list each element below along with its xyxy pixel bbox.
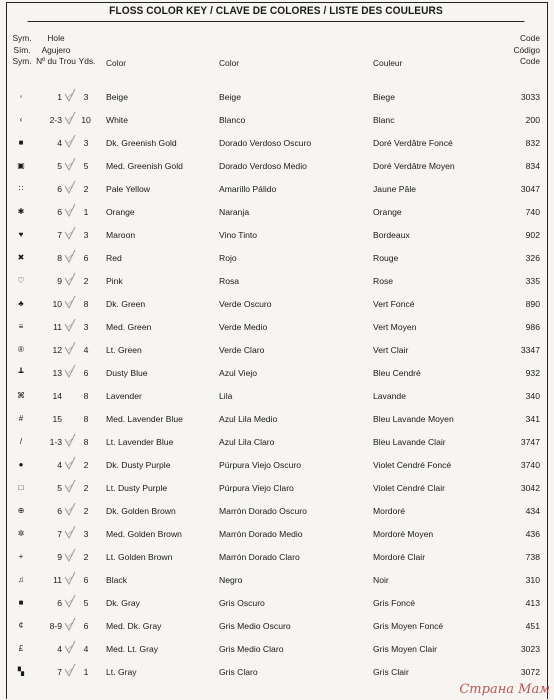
row-code: 932 [525, 368, 540, 378]
row-hole-number: 4 [57, 138, 62, 148]
table-row [0, 436, 554, 459]
row-yards: 2 [83, 552, 89, 562]
row-yards: 3 [83, 92, 89, 102]
row-symbol: # [18, 414, 24, 423]
row-color-es: Gris Oscuro [219, 598, 265, 608]
row-yards: 5 [83, 161, 89, 171]
row-hole-number: 5 [57, 483, 62, 493]
row-hole-number: 12 [52, 345, 62, 355]
row-color-en: Med. Green [106, 322, 152, 332]
row-color-fr: Bleu Cendré [373, 368, 421, 378]
pencil-check-icon [64, 295, 76, 311]
table-row [0, 344, 554, 367]
row-color-en: Dk. Green [106, 299, 146, 309]
table-row [0, 252, 554, 275]
row-hole-number: 9 [57, 552, 62, 562]
row-symbol: ‹ [19, 115, 23, 124]
row-color-fr: Blanc [373, 115, 395, 125]
row-color-en: Med. Lavender Blue [106, 414, 183, 424]
row-color-en: Lavender [106, 391, 142, 401]
row-color-fr: Gris Moyen Clair [373, 644, 437, 654]
row-color-fr: Rose [373, 276, 394, 286]
row-symbol: / [19, 437, 23, 446]
row-color-en: Lt. Dusty Purple [106, 483, 168, 493]
header-hole-line: Hole [47, 33, 65, 43]
pencil-check-icon [64, 318, 76, 334]
row-hole-number: 11 [53, 322, 62, 332]
row-yards: 8 [83, 299, 89, 309]
row-code: 3072 [520, 667, 540, 677]
row-yards: 8 [83, 391, 89, 401]
header-symbol-line: Sym. [12, 56, 32, 66]
row-yards: 2 [83, 276, 89, 286]
row-symbol: ✖ [17, 253, 25, 262]
row-yards: 3 [83, 230, 89, 240]
header-code [498, 33, 540, 68]
row-code: 451 [525, 621, 540, 631]
header-hole-line: Nº du Trou [36, 56, 76, 66]
row-hole-number: 9 [57, 276, 62, 286]
row-color-en: Black [106, 575, 128, 585]
row-yards: 2 [83, 184, 89, 194]
row-color-es: Blanco [219, 115, 246, 125]
row-color-en: Pink [106, 276, 123, 286]
row-color-en: Dk. Gray [106, 598, 140, 608]
row-color-es: Vino Tinto [219, 230, 258, 240]
row-code: 3023 [520, 644, 540, 654]
table-row [0, 597, 554, 620]
row-color-es: Marrón Dorado Claro [219, 552, 300, 562]
row-color-en: Red [106, 253, 122, 263]
row-color-fr: Rouge [373, 253, 399, 263]
row-hole-number: 15 [52, 414, 62, 424]
row-color-es: Gris Medio Claro [219, 644, 284, 654]
row-yards: 2 [83, 506, 89, 516]
pencil-check-icon [64, 571, 76, 587]
table-row [0, 160, 554, 183]
row-hole-number: 7 [57, 230, 62, 240]
row-color-en: Med. Golden Brown [106, 529, 182, 539]
pencil-check-icon [64, 548, 76, 564]
row-code: 3747 [520, 437, 540, 447]
row-color-en: Dk. Dusty Purple [106, 460, 171, 470]
header-hole [34, 33, 78, 68]
row-color-es: Beige [219, 92, 241, 102]
table-row [0, 275, 554, 298]
row-hole-number: 7 [57, 529, 62, 539]
row-hole-number: 10 [52, 299, 62, 309]
header-color-es: Color [219, 58, 240, 68]
row-hole-number: 6 [57, 207, 62, 217]
pencil-check-icon [64, 203, 76, 219]
pencil-check-icon [64, 249, 76, 265]
row-symbol: £ [18, 644, 24, 653]
table-row [0, 528, 554, 551]
row-color-fr: Mordoré Moyen [373, 529, 434, 539]
row-yards: 6 [83, 621, 89, 631]
row-symbol: ■ [18, 598, 24, 607]
row-color-en: Med. Greenish Gold [106, 161, 183, 171]
header-hole-line: Agujero [41, 44, 71, 55]
row-color-fr: Lavande [373, 391, 406, 401]
pencil-check-icon [64, 433, 76, 449]
row-symbol: + [18, 552, 24, 561]
row-yards: 3 [83, 529, 89, 539]
row-code: 3042 [520, 483, 540, 493]
pencil-check-icon [64, 525, 76, 541]
row-color-fr: Violet Cendré Foncé [373, 460, 452, 470]
row-hole-number: 8 [57, 253, 62, 263]
row-color-es: Dorado Verdoso Oscuro [219, 138, 312, 148]
row-yards: 1 [83, 667, 89, 677]
row-color-es: Negro [219, 575, 243, 585]
row-code: 834 [525, 161, 540, 171]
row-color-en: Lt. Green [106, 345, 142, 355]
pencil-check-icon [64, 410, 76, 426]
table-row [0, 574, 554, 597]
table-row [0, 482, 554, 505]
row-hole-number: 6 [57, 598, 62, 608]
row-code: 326 [525, 253, 540, 263]
row-color-en: Dk. Greenish Gold [106, 138, 177, 148]
watermark-logo: Страна Мам [459, 682, 550, 697]
row-color-fr: Doré Verdâtre Moyen [373, 161, 455, 171]
row-symbol: ∷ [18, 184, 24, 193]
row-hole-number: 1-3 [49, 437, 62, 447]
header-symbol-line: Sym. [12, 33, 32, 43]
table-row [0, 183, 554, 206]
row-color-en: Med. Dk. Gray [106, 621, 162, 631]
row-color-fr: Noir [373, 575, 389, 585]
table-row [0, 91, 554, 114]
row-symbol: ♥ [18, 230, 24, 239]
row-color-es: Verde Claro [219, 345, 265, 355]
row-hole-number: 4 [57, 644, 62, 654]
pencil-check-icon [64, 157, 76, 173]
row-color-fr: Mordoré Clair [373, 552, 426, 562]
row-color-en: Lt. Gray [106, 667, 137, 677]
pencil-check-icon [64, 640, 76, 656]
row-color-fr: Vert Moyen [373, 322, 417, 332]
row-color-fr: Biege [373, 92, 395, 102]
row-code: 3033 [520, 92, 540, 102]
row-color-en: Orange [106, 207, 135, 217]
table-row [0, 114, 554, 137]
row-color-fr: Vert Clair [373, 345, 409, 355]
row-hole-number: 11 [53, 575, 62, 585]
row-hole-number: 5 [57, 161, 62, 171]
row-hole-number: 13 [52, 368, 62, 378]
row-yards: 3 [83, 322, 89, 332]
row-symbol: □ [18, 483, 24, 492]
row-code: 3047 [520, 184, 540, 194]
row-symbol: ┻ [18, 368, 24, 377]
row-yards: 1 [83, 207, 89, 217]
table-row [0, 459, 554, 482]
row-color-es: Púrpura Viejo Oscuro [219, 460, 302, 470]
row-color-es: Lila [219, 391, 233, 401]
table-row [0, 298, 554, 321]
table-row [0, 206, 554, 229]
row-yards: 5 [83, 598, 89, 608]
row-color-es: Gris Claro [219, 667, 258, 677]
header-symbol-line: Sím. [13, 44, 31, 55]
row-symbol: ● [18, 460, 24, 469]
row-color-es: Azul Lila Medio [219, 414, 278, 424]
row-code: 832 [525, 138, 540, 148]
row-color-es: Dorado Verdoso Medio [219, 161, 307, 171]
pencil-check-icon [64, 594, 76, 610]
row-code: 335 [525, 276, 540, 286]
table-row [0, 643, 554, 666]
table-row [0, 413, 554, 436]
table-row [0, 551, 554, 574]
row-symbol: ✲ [17, 529, 25, 538]
header-color-fr: Couleur [373, 58, 403, 68]
row-symbol: ▣ [17, 161, 25, 170]
table-row [0, 505, 554, 528]
row-yards: 2 [83, 460, 89, 470]
row-code: 3740 [520, 460, 540, 470]
row-color-en: Dusty Blue [106, 368, 148, 378]
pencil-check-icon [64, 180, 76, 196]
row-color-en: Med. Lt. Gray [106, 644, 159, 654]
table-row [0, 620, 554, 643]
row-code: 413 [525, 598, 540, 608]
row-symbol: ≡ [18, 322, 24, 331]
row-color-en: Pale Yellow [106, 184, 150, 194]
row-yards: 4 [83, 345, 89, 355]
row-color-fr: Bleu Lavande Moyen [373, 414, 454, 424]
row-color-es: Verde Medio [219, 322, 268, 332]
row-code: 341 [525, 414, 540, 424]
row-yards: 10 [81, 115, 91, 125]
row-yards: 2 [83, 483, 89, 493]
row-hole-number: 4 [57, 460, 62, 470]
row-yards: 3 [83, 138, 89, 148]
row-color-es: Azul Viejo [219, 368, 258, 378]
table-row [0, 137, 554, 160]
row-symbol: ® [18, 345, 24, 354]
pencil-check-icon [64, 364, 76, 380]
row-color-fr: Gris Clair [373, 667, 409, 677]
pencil-check-icon [64, 502, 76, 518]
row-hole-number: 6 [57, 506, 62, 516]
pencil-check-icon [64, 617, 76, 633]
row-color-fr: Bordeaux [373, 230, 410, 240]
pencil-check-icon [64, 226, 76, 242]
row-code: 340 [525, 391, 540, 401]
row-color-en: Lt. Lavender Blue [106, 437, 174, 447]
row-symbol: ♡ [17, 276, 25, 285]
row-symbol: ⊕ [17, 506, 25, 515]
row-color-fr: Bleu Lavande Clair [373, 437, 446, 447]
row-color-en: Dk. Golden Brown [106, 506, 176, 516]
row-code: 890 [525, 299, 540, 309]
row-code: 436 [525, 529, 540, 539]
pencil-check-icon [64, 88, 76, 104]
table-row [0, 367, 554, 390]
pencil-check-icon [64, 663, 76, 679]
row-color-es: Naranja [219, 207, 250, 217]
row-code: 434 [525, 506, 540, 516]
row-color-es: Marrón Dorado Oscuro [219, 506, 307, 516]
row-symbol: ¢ [18, 621, 24, 630]
row-code: 986 [525, 322, 540, 332]
row-color-es: Gris Medio Oscuro [219, 621, 291, 631]
row-color-en: White [106, 115, 128, 125]
row-symbol: ▚ [17, 667, 25, 676]
row-symbol: ■ [18, 138, 24, 147]
row-color-es: Rojo [219, 253, 237, 263]
row-symbol: ♫ [18, 575, 24, 584]
table-row [0, 390, 554, 413]
pencil-check-icon [64, 479, 76, 495]
page-title: FLOSS COLOR KEY / CLAVE DE COLORES / LISTE DES COULEURS [28, 2, 525, 22]
pencil-check-icon [64, 456, 76, 472]
row-code: 310 [525, 575, 540, 585]
table-row [0, 321, 554, 344]
header-code-line: Code [519, 56, 540, 66]
row-code: 740 [525, 207, 540, 217]
row-hole-number: 7 [57, 667, 62, 677]
row-code: 902 [525, 230, 540, 240]
row-symbol: ♣ [18, 299, 24, 308]
row-yards: 8 [83, 437, 89, 447]
row-symbol: ◦ [19, 92, 23, 101]
row-color-es: Rosa [219, 276, 240, 286]
row-color-es: Marrón Dorado Medio [219, 529, 303, 539]
row-code: 738 [525, 552, 540, 562]
row-color-es: Amarillo Pálido [219, 184, 277, 194]
row-code: 200 [525, 115, 540, 125]
row-color-fr: Violet Cendré Clair [373, 483, 445, 493]
row-color-fr: Vert Foncé [373, 299, 415, 309]
row-hole-number: 14 [52, 391, 62, 401]
row-symbol: ✱ [17, 207, 25, 216]
header-symbol [8, 33, 36, 68]
row-color-es: Azul Lila Claro [219, 437, 275, 447]
row-hole-number: 8-9 [49, 621, 62, 631]
pencil-check-icon [64, 341, 76, 357]
row-hole-number: 1 [57, 92, 62, 102]
row-color-fr: Orange [373, 207, 402, 217]
pencil-check-icon [64, 111, 76, 127]
row-color-en: Lt. Golden Brown [106, 552, 173, 562]
pencil-check-icon [64, 134, 76, 150]
row-code: 3347 [520, 345, 540, 355]
row-hole-number: 2-3 [49, 115, 62, 125]
table-row [0, 229, 554, 252]
row-yards: 4 [83, 644, 89, 654]
header-yards: Yds. [78, 56, 96, 66]
row-yards: 8 [83, 414, 89, 424]
pencil-check-icon [64, 387, 76, 403]
row-yards: 6 [83, 368, 89, 378]
row-color-en: Beige [106, 92, 128, 102]
row-hole-number: 6 [57, 184, 62, 194]
row-yards: 6 [83, 575, 89, 585]
row-color-es: Púrpura Viejo Claro [219, 483, 294, 493]
row-color-fr: Jaune Pâle [373, 184, 417, 194]
row-color-en: Maroon [106, 230, 136, 240]
header-color-en: Color [106, 58, 127, 68]
row-symbol: ⌘ [17, 391, 25, 400]
header-code-line: Código [513, 44, 540, 55]
row-color-fr: Mordoré [373, 506, 405, 516]
row-yards: 6 [83, 253, 89, 263]
header-code-line: Code [519, 33, 540, 43]
row-color-es: Verde Oscuro [219, 299, 272, 309]
row-color-fr: Doré Verdâtre Foncé [373, 138, 453, 148]
pencil-check-icon [64, 272, 76, 288]
row-color-fr: Gris Moyen Foncé [373, 621, 444, 631]
row-color-fr: Gris Foncé [373, 598, 416, 608]
